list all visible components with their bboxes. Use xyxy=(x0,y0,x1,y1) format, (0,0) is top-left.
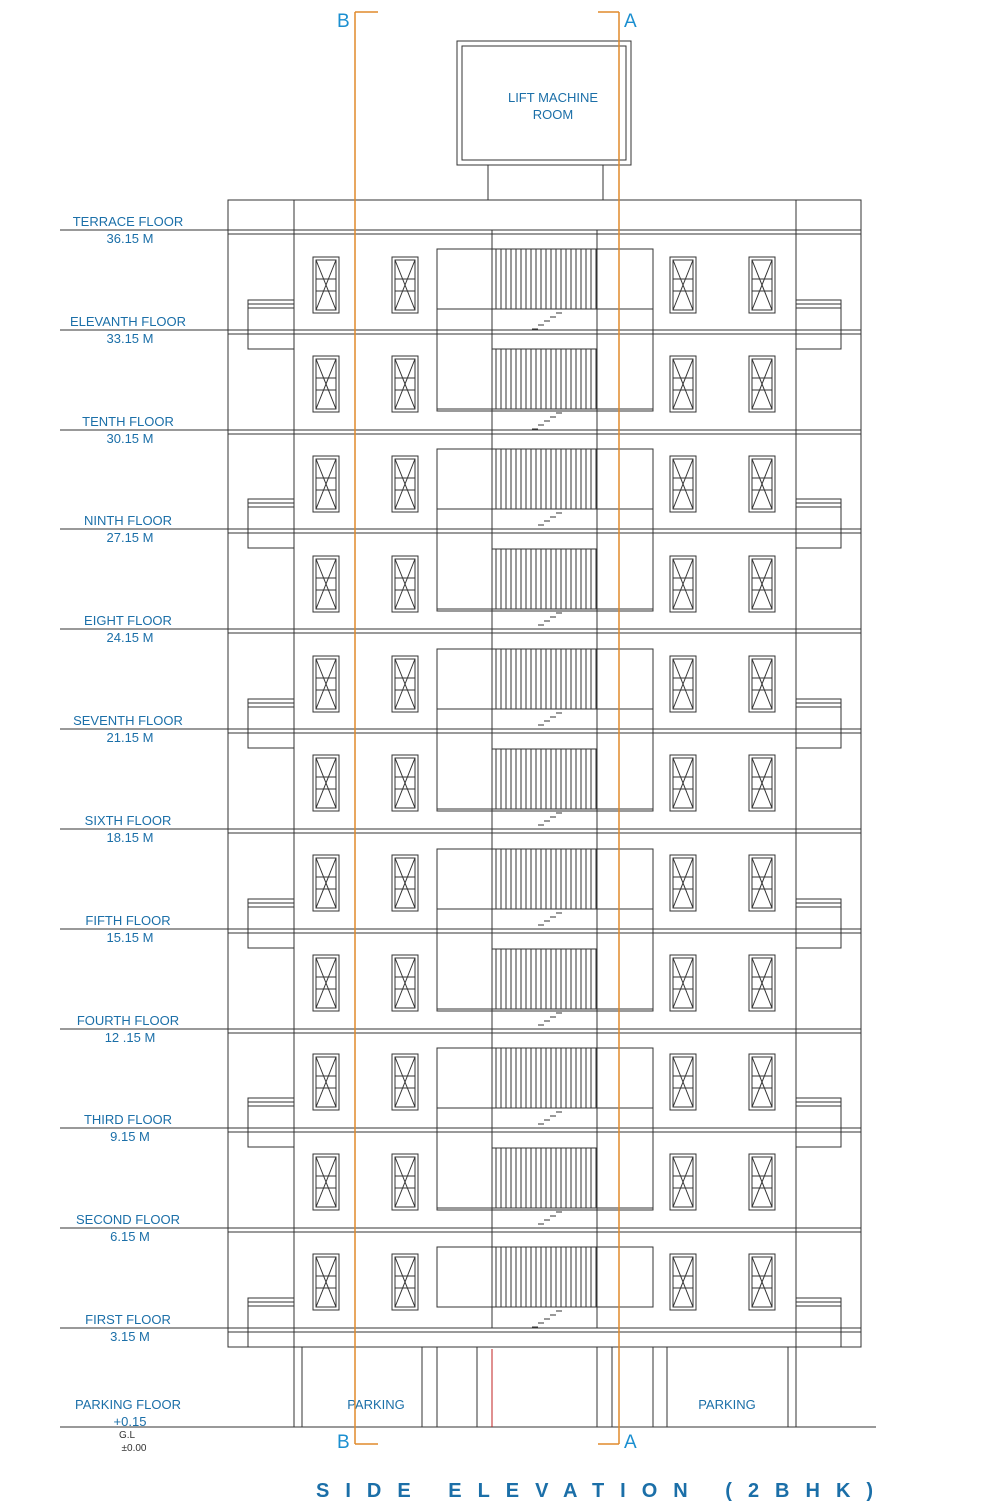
balcony-right xyxy=(796,1298,841,1347)
level-value: 3.15 M xyxy=(110,1329,150,1344)
balcony-left xyxy=(248,699,294,748)
balcony-right xyxy=(796,300,841,349)
level-name: SECOND FLOOR xyxy=(75,1212,181,1227)
level-value: 15.15 M xyxy=(106,930,154,945)
balcony-right xyxy=(796,1098,841,1147)
level-value: 12 .15 M xyxy=(104,1030,156,1045)
parking-label-left: PARKING xyxy=(347,1397,405,1412)
level-name: SIXTH FLOOR xyxy=(84,813,172,828)
level-name: EIGHT FLOOR xyxy=(84,613,172,628)
level-name: FIFTH FLOOR xyxy=(85,913,171,928)
drawing-title: SIDE ELEVATION (2BHK) xyxy=(316,1480,890,1502)
level-value: 9.15 M xyxy=(110,1129,150,1144)
balcony-left xyxy=(248,499,294,548)
staircase xyxy=(437,230,653,1328)
section-marker-b-bottom: B xyxy=(337,1432,350,1453)
balcony-right xyxy=(796,699,841,748)
lobby-frame xyxy=(437,649,653,811)
level-name: TENTH FLOOR xyxy=(82,414,174,429)
floor-elements xyxy=(60,230,861,1347)
level-name: FOURTH FLOOR xyxy=(76,1013,180,1028)
level-name: FIRST FLOOR xyxy=(85,1312,171,1327)
ground-level-label: G.L xyxy=(118,1430,136,1441)
level-name: NINTH FLOOR xyxy=(83,513,173,528)
section-marker-a-top: A xyxy=(624,11,637,32)
lobby-frame xyxy=(437,449,653,611)
section-marker-a-bottom: A xyxy=(624,1432,637,1453)
level-name: ELEVANTH FLOOR xyxy=(69,314,187,329)
level-value: 21.15 M xyxy=(106,730,154,745)
parking-label-right: PARKING xyxy=(698,1397,756,1412)
balcony-left xyxy=(248,300,294,349)
level-value: 27.15 M xyxy=(106,530,154,545)
level-name: PARKING FLOOR xyxy=(75,1397,181,1412)
level-name: THIRD FLOOR xyxy=(83,1112,173,1127)
level-name: TERRACE FLOOR xyxy=(72,214,184,229)
level-value: 33.15 M xyxy=(106,331,154,346)
lobby-frame xyxy=(437,1048,653,1210)
lobby-frame xyxy=(437,849,653,1011)
level-value: 24.15 M xyxy=(106,630,154,645)
level-labels xyxy=(70,214,186,1429)
level-value: 30.15 M xyxy=(106,431,154,446)
parking-columns xyxy=(60,1347,876,1427)
lobby-frame xyxy=(437,1247,653,1307)
balcony-right xyxy=(796,899,841,948)
ground-level-value: ±0.00 xyxy=(121,1443,147,1454)
lift-room-label-2: ROOM xyxy=(532,107,574,122)
level-name: SEVENTH FLOOR xyxy=(73,713,183,728)
balcony-left xyxy=(248,1098,294,1147)
windows xyxy=(313,257,775,1310)
section-marker-b-top: B xyxy=(337,11,350,32)
balcony-right xyxy=(796,499,841,548)
level-value: 18.15 M xyxy=(106,830,154,845)
level-value: 36.15 M xyxy=(106,231,154,246)
level-value: 6.15 M xyxy=(110,1229,150,1244)
level-value: +0.15 xyxy=(113,1414,147,1429)
section-lines xyxy=(355,12,619,1444)
balcony-left xyxy=(248,899,294,948)
balcony-left xyxy=(248,1298,294,1347)
lift-room-label-1: LIFT MACHINE xyxy=(507,90,599,105)
